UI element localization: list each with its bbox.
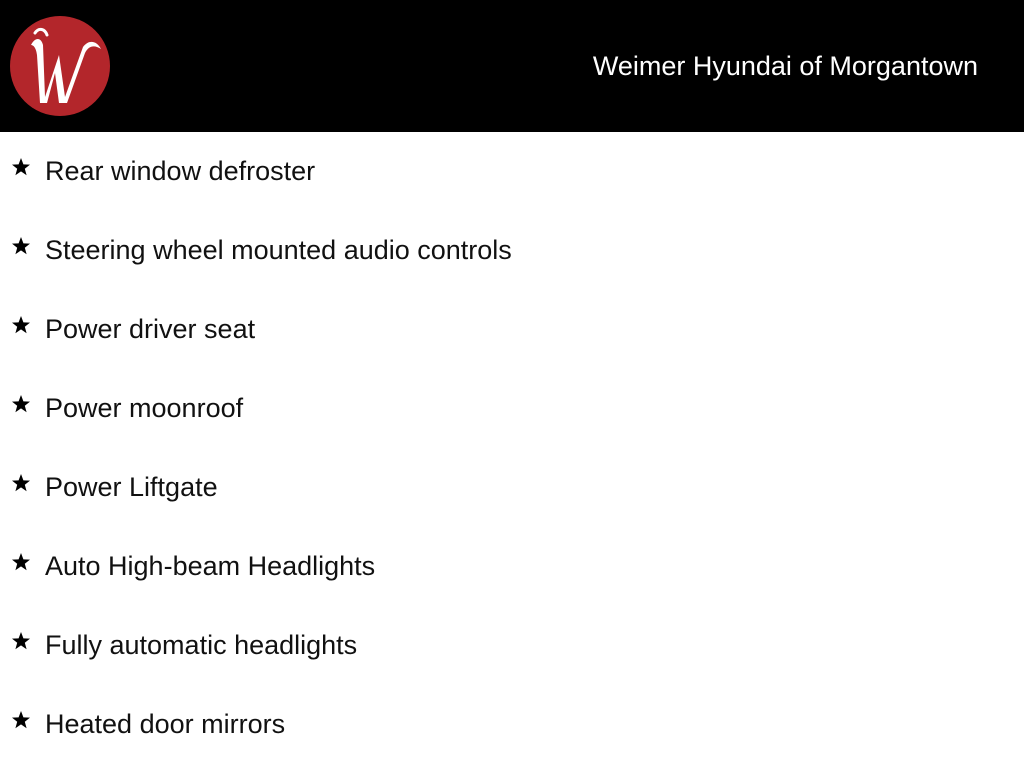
- feature-label: Power driver seat: [45, 314, 256, 344]
- feature-label: Heated door mirrors: [45, 709, 286, 739]
- feature-item: [0, 390, 1000, 430]
- star-icon: [11, 394, 31, 414]
- dealer-name: Weimer Hyundai of Morgantown: [592, 51, 978, 81]
- star-icon: [11, 473, 31, 493]
- star-icon: [11, 631, 31, 651]
- feature-item: [0, 232, 1000, 272]
- feature-label: Power moonroof: [45, 393, 244, 423]
- feature-item: [0, 706, 1000, 746]
- feature-item: [0, 627, 1000, 667]
- feature-label: Power Liftgate: [45, 472, 218, 502]
- feature-item: [0, 469, 1000, 509]
- star-icon: [11, 157, 31, 177]
- feature-label: Fully automatic headlights: [45, 630, 358, 660]
- star-icon: [11, 710, 31, 730]
- feature-item: [0, 311, 1000, 351]
- page-header: [0, 0, 1024, 132]
- star-icon: [11, 552, 31, 572]
- feature-item: [0, 153, 1000, 193]
- star-icon: [11, 315, 31, 335]
- star-icon: [11, 236, 31, 256]
- feature-label: Steering wheel mounted audio controls: [45, 235, 512, 265]
- feature-label: Auto High-beam Headlights: [45, 551, 376, 581]
- feature-label: Rear window defroster: [45, 156, 316, 186]
- feature-item: [0, 548, 1000, 588]
- dealer-logo-icon: [9, 15, 111, 117]
